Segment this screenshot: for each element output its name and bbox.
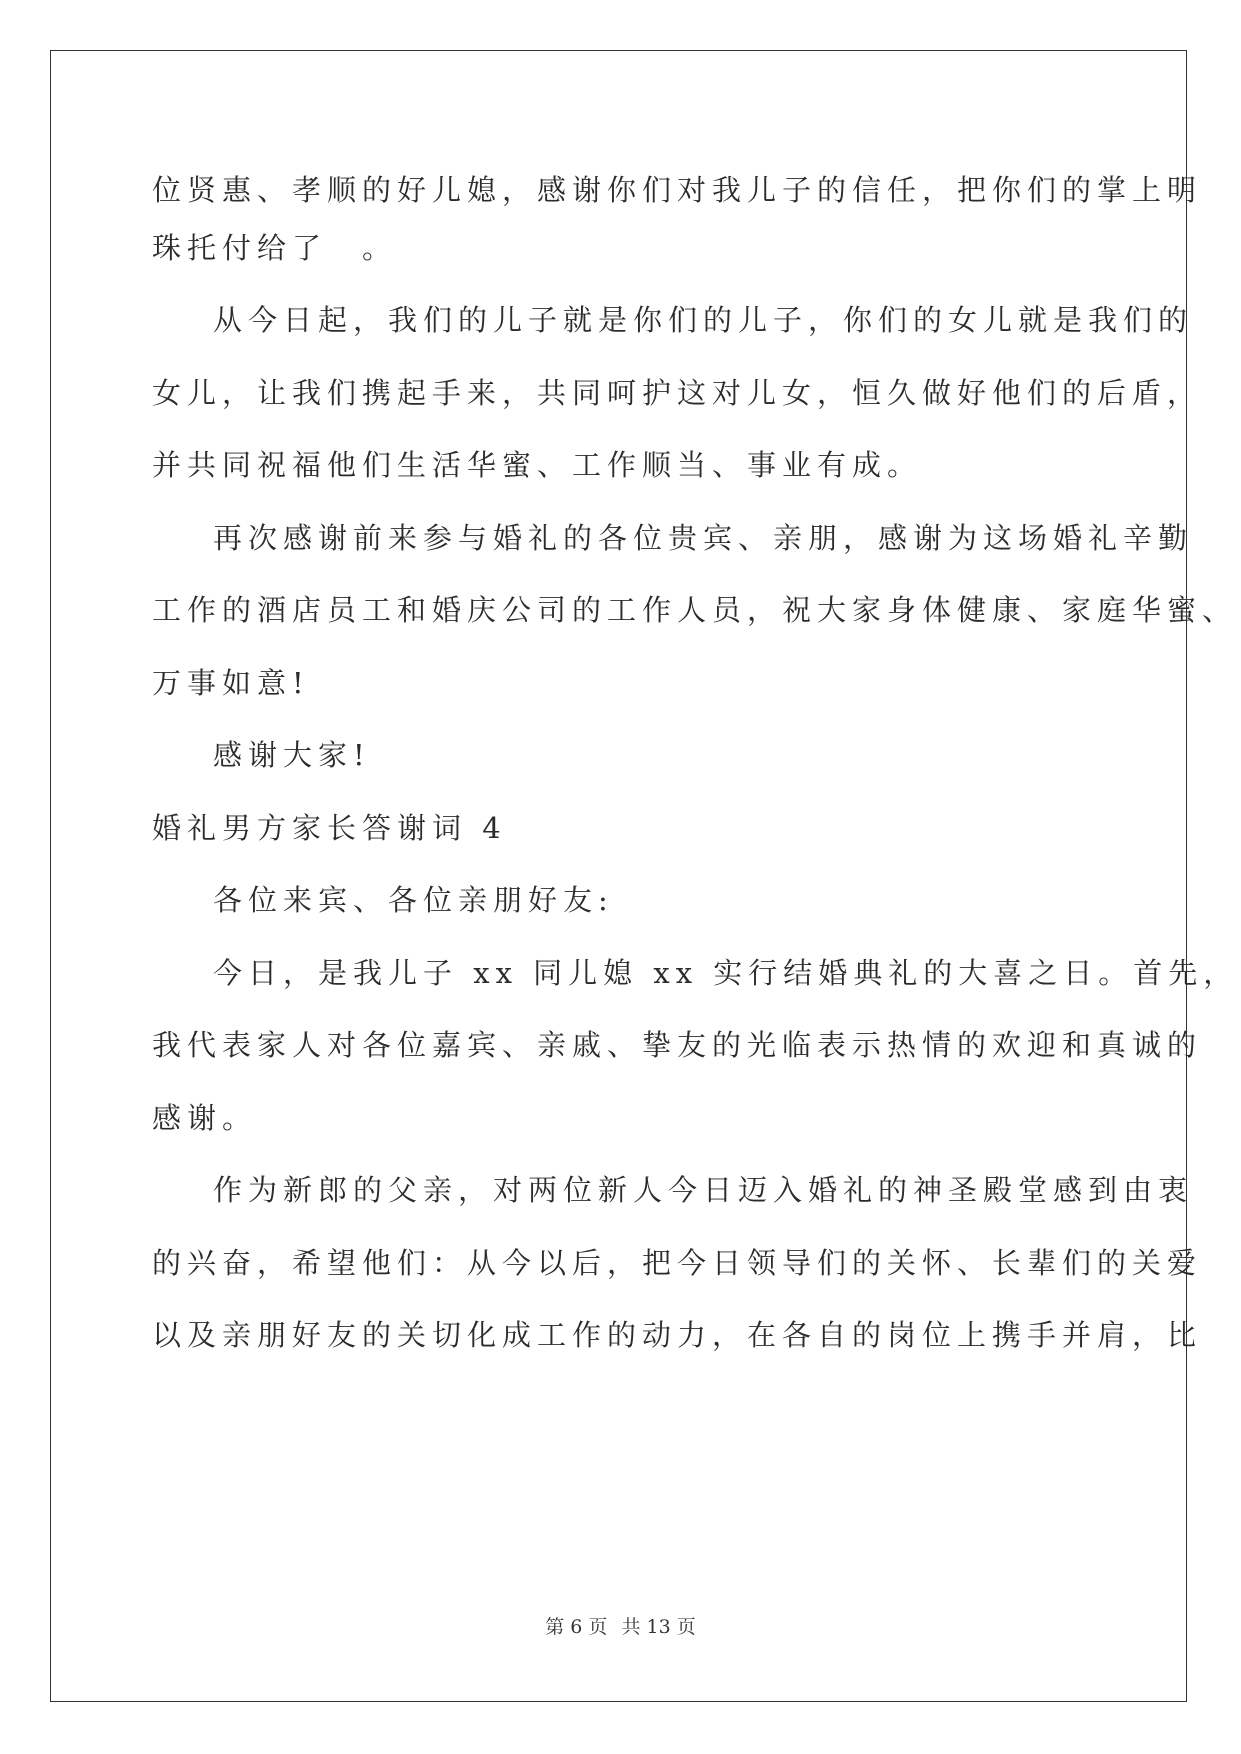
text-line: 感谢。: [152, 1101, 258, 1135]
text-line: 并共同祝福他们生活华蜜、工作顺当、事业有成。: [152, 448, 923, 482]
page-total: 共 13 页: [621, 1616, 696, 1638]
page-border: [50, 50, 1187, 1702]
text-line: 的兴奋，希望他们：从今以后，把今日领导们的关怀、长辈们的关爱: [152, 1246, 1203, 1280]
text-line: 今日，是我儿子 xx 同儿媳 xx 实行结婚典礼的大喜之日。首先，: [213, 956, 1239, 990]
section-heading: 婚礼男方家长答谢词 4: [152, 811, 507, 845]
text-line: 女儿，让我们携起手来，共同呵护这对儿女，恒久做好他们的后盾，: [152, 376, 1203, 410]
text-line: 从今日起，我们的儿子就是你们的儿子，你们的女儿就是我们的: [213, 303, 1194, 337]
text-line: 我代表家人对各位嘉宾、亲戚、挚友的光临表示热情的欢迎和真诚的: [152, 1028, 1203, 1062]
text-line: 感谢大家!: [213, 738, 371, 772]
text-line: 以及亲朋好友的关切化成工作的动力，在各自的岗位上携手并肩，比: [152, 1318, 1203, 1352]
text-line: 各位来宾、各位亲朋好友:: [213, 883, 614, 917]
text-line: 再次感谢前来参与婚礼的各位贵宾、亲朋，感谢为这场婚礼辛勤: [213, 521, 1194, 555]
text-line: 位贤惠、孝顺的好儿媳，感谢你们对我儿子的信任，把你们的掌上明: [152, 173, 1203, 207]
text-line: 工作的酒店员工和婚庆公司的工作人员，祝大家身体健康、家庭华蜜、: [152, 593, 1238, 627]
page-number: 第 6 页: [545, 1616, 608, 1638]
text-line: 珠托付给了 。: [152, 231, 398, 265]
text-line: 作为新郎的父亲，对两位新人今日迈入婚礼的神圣殿堂感到由衷: [213, 1173, 1194, 1207]
page-footer: [0, 1612, 1241, 1639]
text-line: 万事如意!: [152, 666, 310, 700]
